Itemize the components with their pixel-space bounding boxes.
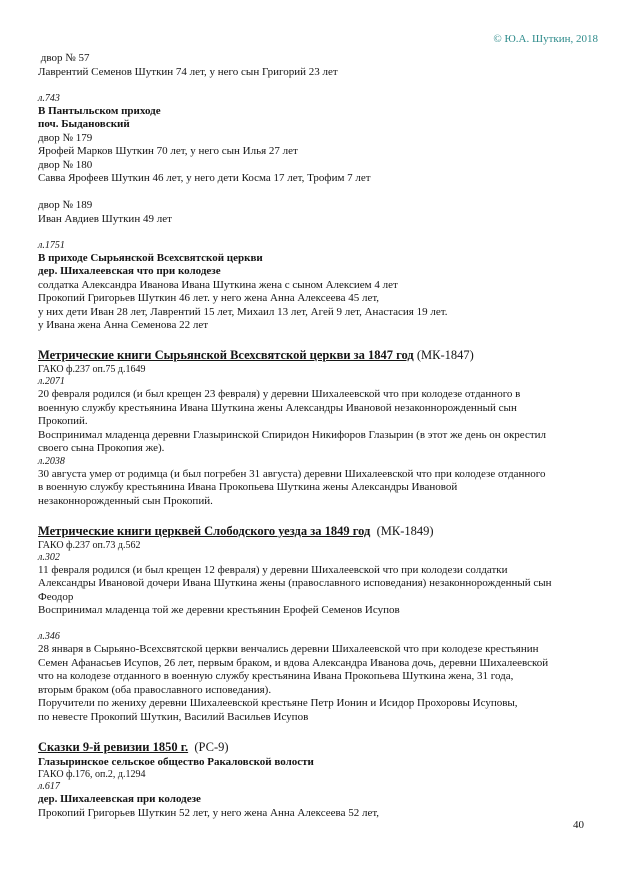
folio-reference: л.2038	[38, 455, 65, 467]
blank-line	[38, 618, 599, 632]
text-line: по невесте Прокопий Шуткин, Василий Васильев Исупов	[38, 710, 309, 723]
text-line: Семен Афанасьев Исупов, 26 лет, первым браком, и вдова Александра Иванова дочь, деревни Шихалеевской	[38, 656, 549, 669]
text-line: солдатка Александра Иванова Ивана Шуткина жена с сыном Алексием 4 лет	[38, 278, 398, 291]
text-line: у них дети Иван 28 лет, Лаврентий 15 лет, Михаил 13 лет, Агей 9 лет, Анастасия 19 лет.	[38, 305, 448, 318]
text-line: у Ивана жена Анна Семенова 22 лет	[38, 319, 209, 331]
text-line: Феодор	[38, 590, 74, 603]
section-heading-code: (РС-9)	[188, 739, 229, 754]
section-heading-title: Метрические книги Сырьянской Всехсвятской церкви за 1847 год	[38, 348, 414, 362]
text-line: Прокопий Григорьев Шуткин 52 лет, у него жена Анна Алексеева 52 лет,	[38, 806, 380, 819]
subheading: В Пантыльском приходе	[38, 104, 161, 117]
text-line: в военную службу крестьянина Ивана Прокопьева Шуткина жены Александры Ивановой	[38, 481, 458, 493]
folio-reference: л.743	[38, 92, 60, 104]
section-heading-title: Сказки 9-й ревизии 1850 г.	[38, 739, 189, 754]
text-line: Иван Авдиев Шуткин 49 лет	[38, 212, 172, 225]
subheading: дер. Шихалеевская что при колодезе	[38, 265, 221, 277]
archive-reference: ГАКО ф.176, оп.2, д.1294	[38, 769, 146, 780]
page-number: 40	[573, 819, 584, 831]
copyright-notice: © Ю.А. Шуткин, 2018	[493, 33, 598, 45]
blank-line	[38, 508, 599, 522]
text-line: незаконнорожденный сын Прокопий.	[38, 494, 213, 507]
text-line: Прокопий.	[38, 415, 88, 427]
blank-line	[38, 226, 599, 240]
section-heading-title: Метрические книги церквей Слободского уезда за 1849 год	[38, 523, 371, 538]
blank-line	[38, 724, 599, 738]
folio-reference: л.2071	[38, 376, 65, 387]
text-line: двор № 57	[38, 52, 90, 64]
section-heading	[38, 738, 599, 756]
section-heading-code: (МК-1849)	[370, 523, 434, 538]
text-line: 30 августа умер от родимца (и был погребен 31 августа) деревни Шихалеевской что при колодезе отданного	[38, 467, 546, 480]
section-heading-code: (МК-1847)	[413, 348, 474, 362]
folio-reference: л.1751	[38, 239, 65, 251]
subheading: дер. Шихалеевская при колодезе	[38, 793, 201, 805]
text-line: Поручители по жениху деревни Шихалеевской крестьяне Петр Ионин и Исидор Прохоровы Исуповы,	[38, 697, 518, 709]
document-content	[38, 52, 599, 820]
text-line: что на колодезе отданного в военную службу крестьянина Ивана Прокопьева Шуткина жена, 31 года,	[38, 670, 514, 682]
text-line: Прокопий Григорьев Шуткин 46 лет. у него жена Анна Алексеева 45 лет,	[38, 292, 380, 304]
text-line: двор № 189	[38, 199, 93, 211]
archive-reference: ГАКО ф.237 оп.73 д.562	[38, 539, 141, 551]
blank-line	[38, 333, 599, 347]
subheading: поч. Быдановский	[38, 118, 130, 130]
subheading: Глазыринское сельское общество Ракаловской волости	[38, 755, 314, 768]
text-line: Савва Ярофеев Шуткин 46 лет, у него дети Косма 17 лет, Трофим 7 лет	[38, 172, 371, 184]
text-line: Воспринимал младенца деревни Глазыринской Спиридон Никифоров Глазырин (в этот же день он окрестил	[38, 428, 547, 441]
subheading: В приходе Сырьянской Всехсвятской церкви	[38, 251, 263, 264]
text-line: 28 января в Сырьяно-Всехсвятской церкви венчались деревни Шихалеевской что при колодезе крестьянин	[38, 643, 539, 655]
text-line: 20 февраля родился (и был крещен 23 февраля) у деревни Шихалеевской что при колодезе отданного в	[38, 388, 521, 400]
text-line: Лаврентий Семенов Шуткин 74 лет, у него сын Григорий 23 лет	[38, 65, 338, 78]
text-line: своего сына Прокопия же).	[38, 442, 165, 454]
text-line: Ярофей Марков Шуткин 70 лет, у него сын Илья 27 лет	[38, 145, 298, 157]
blank-line	[38, 186, 599, 200]
text-line: двор № 180	[38, 158, 93, 171]
blank-line	[38, 79, 599, 93]
text-line: вторым браком (оба православного исповедания).	[38, 683, 272, 696]
section-heading	[38, 346, 599, 364]
text-line: военную службу крестьянина Ивана Шуткина жены Александры Ивановой незаконнорожденный сын	[38, 401, 517, 414]
folio-reference: л.346	[38, 631, 60, 642]
folio-reference: л.302	[38, 551, 60, 563]
text-line: 11 февраля родился (и был крещен 12 февраля) у деревни Шихалеевской что при колодези солдатки	[38, 563, 508, 576]
text-line: двор № 179	[38, 131, 93, 144]
section-heading	[38, 522, 599, 540]
text-line: Воспринимал младенца той же деревни крестьянин Ерофей Семенов Исупов	[38, 604, 400, 616]
text-line: Александры Ивановой дочери Ивана Шуткина жены (православного исповедания) незаконнорожденный сын	[38, 577, 552, 589]
folio-reference: л.617	[38, 781, 60, 792]
archive-reference: ГАКО ф.237 оп.75 д.1649	[38, 364, 146, 375]
